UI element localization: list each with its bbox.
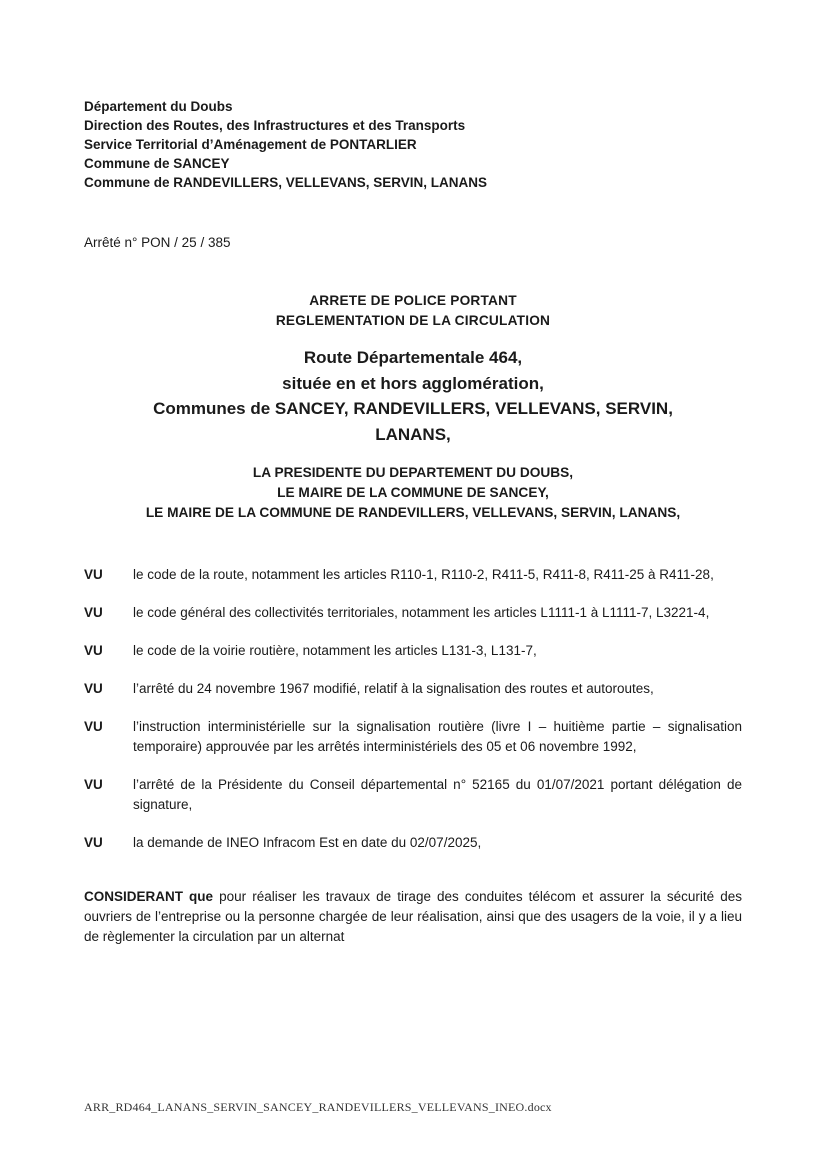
vu-label: VU xyxy=(84,681,103,696)
vu-text-code-route: le code de la route, notamment les articles R110-1, R110-2, R411-5, R411-8, R411-25 à R411-28, xyxy=(133,567,714,582)
vu-text-delegation: l’arrêté de la Présidente du Conseil départemental n° 52165 du 01/07/2021 portant délégation de signature, xyxy=(133,777,742,812)
authority-maire-sancey: LE MAIRE DE LA COMMUNE DE SANCEY, xyxy=(277,485,549,500)
vu-label: VU xyxy=(84,835,103,850)
vu-list xyxy=(84,565,742,853)
title-line-1: ARRETE DE POLICE PORTANT xyxy=(309,293,517,308)
considerant-text: pour réaliser les travaux de tirage des conduites télécom et assurer la sécurité des ouvriers de l’entreprise ou la personne chargée de leur réalisation, ainsi que des usagers de la voie, il y a lieu de règlementer la circulation par un alternat xyxy=(84,889,742,944)
subject-block xyxy=(84,345,742,447)
vu-item xyxy=(84,833,742,853)
title-line-2: REGLEMENTATION DE LA CIRCULATION xyxy=(275,313,551,328)
vu-item xyxy=(84,679,742,699)
vu-item xyxy=(84,717,742,757)
subject-communes-cont: LANANS, xyxy=(375,424,451,444)
header-line-department: Département du Doubs xyxy=(84,99,233,114)
vu-text-instruction: l’instruction interministérielle sur la signalisation routière (livre I – huitième partie – signalisation temporaire) approuvée par les arrêtés interministériels des 05 et 06 novembre 1992, xyxy=(133,719,742,754)
authority-maire-others: LE MAIRE DE LA COMMUNE DE RANDEVILLERS, VELLEVANS, SERVIN, LANANS, xyxy=(145,505,681,520)
vu-item xyxy=(84,565,742,585)
vu-item xyxy=(84,603,742,623)
document-header xyxy=(84,97,742,192)
considerant-paragraph xyxy=(84,887,742,947)
header-line-commune-sancey: Commune de SANCEY xyxy=(84,156,230,171)
header-line-direction: Direction des Routes, des Infrastructures et des Transports xyxy=(84,118,466,133)
vu-text-code-collectivites: le code général des collectivités territoriales, notamment les articles L1111-1 à L1111-7, L3221-4, xyxy=(133,605,710,620)
vu-item xyxy=(84,775,742,815)
vu-text-arrete-1967: l’arrêté du 24 novembre 1967 modifié, relatif à la signalisation des routes et autoroutes, xyxy=(133,681,654,696)
subject-communes: Communes de SANCEY, RANDEVILLERS, VELLEVANS, SERVIN, xyxy=(153,399,673,418)
document-title xyxy=(84,291,742,331)
vu-label: VU xyxy=(84,719,103,734)
vu-label: VU xyxy=(84,605,103,620)
authority-presidente: LA PRESIDENTE DU DEPARTEMENT DU DOUBS, xyxy=(252,465,574,480)
vu-label: VU xyxy=(84,567,103,582)
vu-label: VU xyxy=(84,643,103,658)
vu-text-code-voirie: le code de la voirie routière, notamment les articles L131-3, L131-7, xyxy=(133,643,537,658)
header-line-commune-others: Commune de RANDEVILLERS, VELLEVANS, SERVIN, LANANS xyxy=(84,175,488,190)
footer-filename: ARR_RD464_LANANS_SERVIN_SANCEY_RANDEVILLERS_VELLEVANS_INEO.docx xyxy=(84,1100,552,1114)
decree-number: Arrêté n° PON / 25 / 385 xyxy=(84,235,231,250)
considerant-lead: CONSIDERANT que xyxy=(84,889,214,904)
subject-location: située en et hors agglomération, xyxy=(282,373,544,393)
vu-item xyxy=(84,641,742,661)
authorities-block xyxy=(84,463,742,523)
header-line-service: Service Territorial d’Aménagement de PONTARLIER xyxy=(84,137,417,152)
vu-text-demande: la demande de INEO Infracom Est en date du 02/07/2025, xyxy=(133,835,482,850)
vu-label: VU xyxy=(84,777,103,792)
subject-road: Route Départementale 464, xyxy=(303,348,523,367)
